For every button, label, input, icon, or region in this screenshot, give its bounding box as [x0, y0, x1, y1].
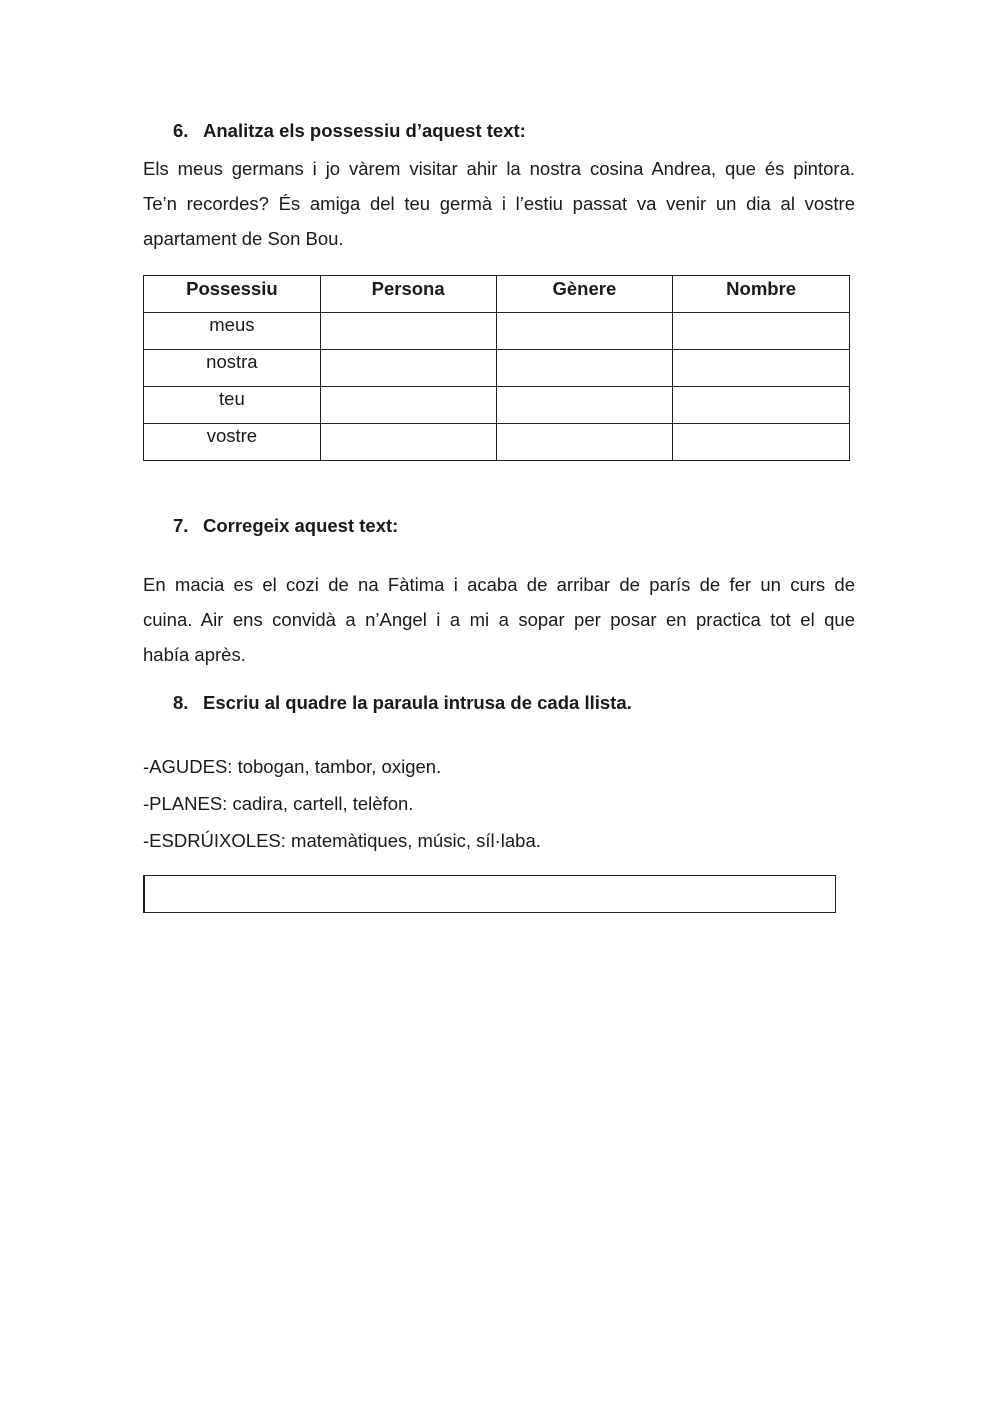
list-item-agudes: -AGUDES: tobogan, tambor, oxigen. — [143, 756, 442, 777]
section-7-text — [143, 567, 855, 672]
table-cell-genere[interactable] — [496, 424, 673, 461]
table-row — [144, 313, 850, 350]
section-6-text-line: apartament de Son Bou. — [143, 228, 344, 249]
table-cell-persona[interactable] — [320, 313, 496, 350]
table-cell-possessiu: vostre — [144, 424, 321, 461]
table-cell-possessiu: nostra — [144, 350, 321, 387]
section-6-title: Analitza els possessiu d’aquest text: — [203, 120, 526, 141]
word-lists — [143, 748, 541, 859]
section-7-text-line: había après. — [143, 644, 246, 665]
section-8-heading — [173, 692, 632, 714]
section-7-title: Corregeix aquest text: — [203, 515, 399, 536]
section-6-heading — [173, 120, 526, 142]
intruder-answer-box[interactable] — [143, 875, 836, 913]
table-cell-genere[interactable] — [496, 350, 673, 387]
section-7-text-line: En macia es el cozi de na Fàtima i acaba de arribar de parís de fer un curs de — [143, 574, 855, 595]
section-7-heading — [173, 515, 398, 537]
table-cell-persona[interactable] — [320, 387, 496, 424]
section-8-title: Escriu al quadre la paraula intrusa de cada llista. — [203, 692, 632, 713]
table-row — [144, 350, 850, 387]
table-row — [144, 387, 850, 424]
table-cell-nombre[interactable] — [673, 424, 850, 461]
table-header-possessiu: Possessiu — [144, 276, 321, 313]
table-row — [144, 424, 850, 461]
table-header-genere: Gènere — [496, 276, 673, 313]
table-cell-nombre[interactable] — [673, 387, 850, 424]
table-cell-persona[interactable] — [320, 424, 496, 461]
list-item-esdruixoles: -ESDRÚIXOLES: matemàtiques, músic, síl·laba. — [143, 830, 541, 851]
section-6-number: 6. — [173, 120, 189, 141]
section-6-text-line: Els meus germans i jo vàrem visitar ahir la nostra cosina Andrea, que és pintora. — [143, 158, 855, 179]
table-header-nombre: Nombre — [673, 276, 850, 313]
possessive-table — [143, 275, 850, 461]
table-cell-nombre[interactable] — [673, 313, 850, 350]
list-item-planes: -PLANES: cadira, cartell, telèfon. — [143, 793, 414, 814]
section-6-text-line: Te’n recordes? És amiga del teu germà i l’estiu passat va venir un dia al vostre — [143, 193, 855, 214]
table-header-persona: Persona — [320, 276, 496, 313]
section-7-number: 7. — [173, 515, 189, 536]
table-cell-possessiu: meus — [144, 313, 321, 350]
section-8-number: 8. — [173, 692, 189, 713]
section-7-text-line: cuina. Air ens convidà a n’Angel i a mi a sopar per posar en practica tot el que — [143, 609, 855, 630]
table-cell-persona[interactable] — [320, 350, 496, 387]
table-cell-genere[interactable] — [496, 313, 673, 350]
table-cell-possessiu: teu — [144, 387, 321, 424]
table-cell-nombre[interactable] — [673, 350, 850, 387]
table-cell-genere[interactable] — [496, 387, 673, 424]
table-header-row — [144, 276, 850, 313]
section-6-text — [143, 151, 855, 256]
